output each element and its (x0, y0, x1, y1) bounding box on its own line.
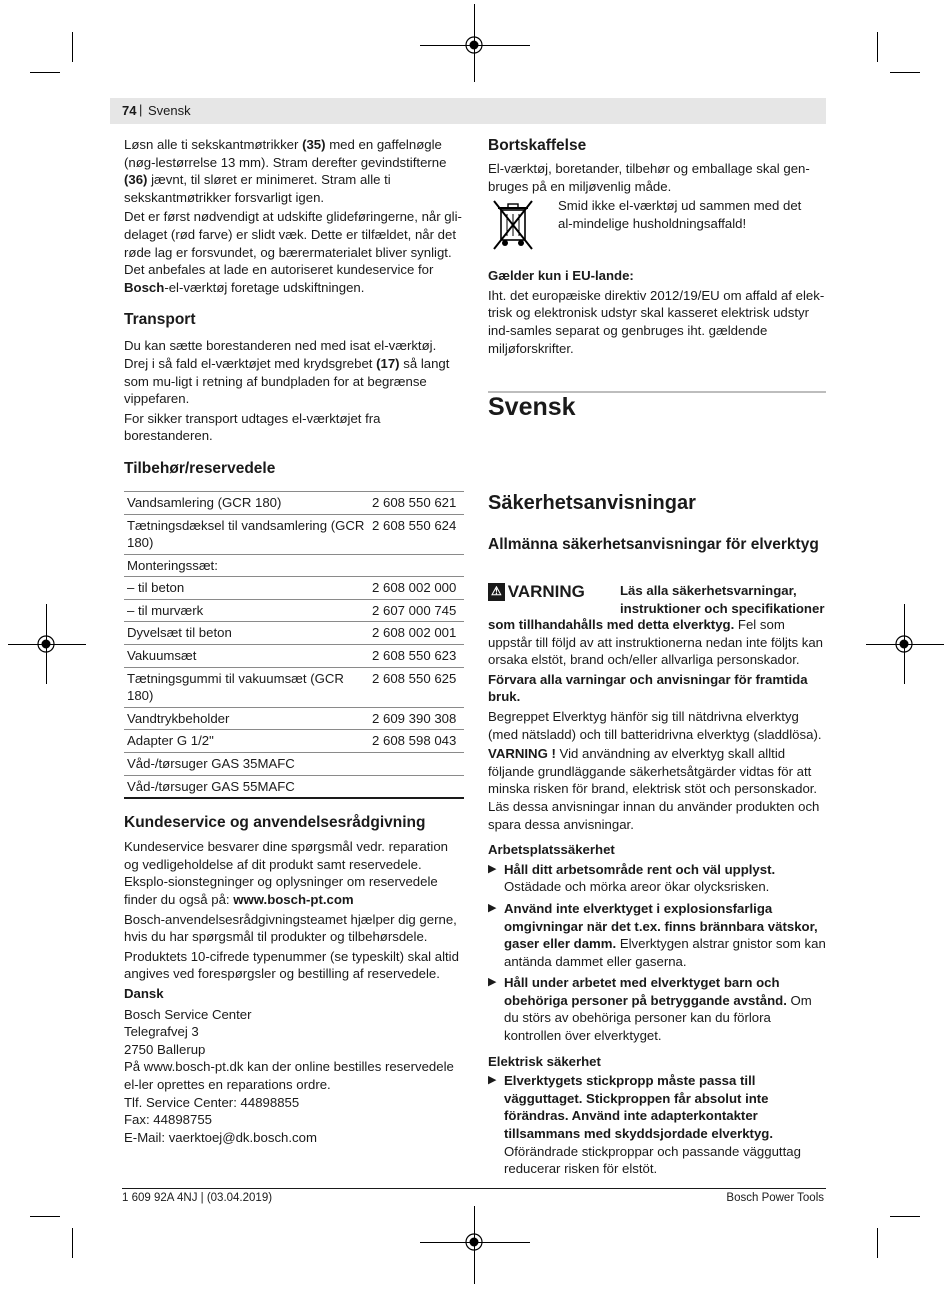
part-name: – til murværk (124, 599, 369, 622)
part-number: 2 608 550 621 (369, 491, 464, 514)
header-separator: | (139, 102, 143, 117)
disposal-heading: Bortskaffelse (488, 137, 587, 154)
intro-paragraph-2: Det er først nødvendigt at udskifte glideføringerne, når gli-delaget (rød farve) er slidt væk. Dette er tilfældet, når det røde lag er forsvundet, og bærermaterialet bliver synligt. Det anbefales at lade en autoriseret kundeservice for Bosch-el-værktøj foretage udskiftningen. (124, 209, 462, 295)
eu-paragraph: Iht. det europæiske direktiv 2012/19/EU om affald af elek-trisk og elektronisk udstyr skal kasseret elektrisk udstyr ind-samles separat og genbruges iht. gældende miljøforskrifter. (488, 287, 825, 356)
service-paragraph-3: Produktets 10-cifrede typenummer (se typeskilt) skal altid angives ved forespørgsler og bestilling af reservedele. (124, 948, 459, 982)
warning-block (488, 582, 826, 616)
service-heading: Kundeservice og anvendelsesrådgivning (124, 814, 426, 832)
left-column (124, 136, 464, 1146)
page-number: 74 (122, 103, 137, 118)
disposal-notice (488, 197, 826, 257)
parts-row (124, 753, 464, 776)
parts-row (124, 554, 464, 577)
bullet-item: ▶ Elverktygets stickpropp måste passa till vägguttaget. Stickproppen får absolut inte förändras. Använd inte adapterkontakter tillsammans med skyddsjordade elverktyg. Oförändrade stickproppar och passande vägguttag reducerar risken för elstöt. (488, 1073, 801, 1177)
address-line: Bosch Service Center (124, 1006, 252, 1022)
crop-mark (30, 1216, 60, 1217)
footer-doc-id: 1 609 92A 4NJ | (03.04.2019) (122, 1192, 273, 1204)
registration-mark-icon (463, 1231, 485, 1253)
disposal-icon-text: Smid ikke el-værktøj ud sammen med det al-mindelige husholdningsaffald! (558, 198, 802, 231)
part-number (369, 554, 464, 577)
registration-mark-icon (893, 633, 915, 655)
footer-rule (122, 1188, 826, 1189)
part-number: 2 608 550 625 (369, 667, 464, 707)
part-number: 2 608 550 623 (369, 645, 464, 668)
bullet-item: ▶ Håll under arbetet med elverktyget barn och obehöriga personer på betryggande avstånd. Om du störs av obehöriga personer kan du förlora kontrollen över elverktyget. (488, 975, 812, 1044)
arrow-bullet-icon: ▶ (488, 901, 497, 914)
warning-text-1: Läs alla säkerhetsvarningar, instruktioner och specifikationer (620, 583, 825, 616)
crop-mark (890, 72, 920, 73)
part-name: Våd-/tørsuger GAS 35MAFC (124, 753, 369, 776)
header-language: Svensk (148, 103, 191, 118)
part-number: 2 608 002 000 (369, 577, 464, 600)
transport-heading: Transport (124, 311, 196, 329)
part-name: Vandsamlering (GCR 180) (124, 491, 369, 514)
crop-mark (72, 32, 73, 62)
disposal-paragraph: El-værktøj, boretander, tilbehør og emballage skal gen-bruges på en miljøvenlig måde. (488, 161, 810, 194)
registration-mark-icon (463, 34, 485, 56)
arrow-bullet-icon: ▶ (488, 862, 497, 875)
part-name: Vakuumsæt (124, 645, 369, 668)
registration-mark-icon (35, 633, 57, 655)
address-line: På www.bosch-pt.dk kan der online bestilles reservedele el-ler oprettes en reparations ordre. (124, 1059, 454, 1092)
part-name: Monteringssæt: (124, 554, 369, 577)
accessories-heading: Tilbehør/reservedele (124, 459, 276, 477)
service-paragraph-1: Kundeservice besvarer dine spørgsmål vedr. reparation og vedligeholdelse af dit produkt samt reservedele. Eksplo-sionstegninger og oplysninger om reservedele finder du også på: www.bosch-pt.com (124, 839, 448, 907)
part-number: 2 608 550 624 (369, 514, 464, 554)
crop-mark (30, 72, 60, 73)
part-name: Dyvelsæt til beton (124, 622, 369, 645)
parts-row (124, 707, 464, 730)
part-name: Tætningsgummi til vakuumsæt (GCR 180) (124, 667, 369, 707)
address-line: Fax: 44898755 (124, 1112, 212, 1128)
transport-paragraph-2: For sikker transport udtages el-værktøjet fra borestanderen. (124, 410, 381, 444)
work-safety-heading: Arbetsplatssäkerhet (488, 842, 615, 858)
crop-mark (877, 32, 878, 62)
warning-text-2: som tillhandahålls med detta elverktyg. Fel som uppstår till följd av att instruktionerna nedan inte följts kan orsaka elstöt, brand och/eller allvarliga personskador. (488, 617, 824, 668)
country-heading: Dansk (124, 985, 164, 1001)
arrow-bullet-icon: ▶ (488, 1074, 497, 1087)
address-line: E-Mail: vaerktoej@dk.bosch.com (124, 1129, 317, 1145)
address-line: Telegrafvej 3 (124, 1024, 199, 1040)
address-line: Tlf. Service Center: 44898855 (124, 1094, 300, 1110)
varning-paragraph: VARNING ! Vid användning av elverktyg skall alltid följande grundläggande säkerhetsåtgärder vidtas för att minska risken för brand, elektrisk stöt och personskador. Läs dessa anvisningar innan du använder produkten och spara dessa anvisningar. (488, 746, 820, 832)
parts-row (124, 730, 464, 753)
transport-paragraph-1: Du kan sætte borestanderen ned med isat el-værktøj. Drej i så fald el-værktøjet med krydsgrebet (17) så langt som mu-ligt i retning af bundpladen for at begrænse vippefaren. (124, 338, 450, 407)
eu-heading: Gælder kun i EU-lande: (488, 268, 634, 284)
intro-paragraph-1: Løsn alle ti sekskantmøtrikker (35) med en gaffelnøgle (nøg-lestørrelse 13 mm). Stram derefter gevindstifterne (36) jævnt, til sløret er minimeret. Stram alle ti sekskantmøtrikker forsvarligt igen. (124, 137, 447, 205)
bullet-item: ▶ Använd inte elverktyget i explosionsfarliga omgivningar när det t.ex. finns brännbara vätskor, gaser eller damm. Elverktygen alstrar gnistor som kan antända dammet eller gaserna. (488, 900, 826, 969)
crop-mark (72, 1228, 73, 1258)
crop-mark (890, 1216, 920, 1217)
parts-row (124, 667, 464, 707)
parts-table (124, 491, 464, 799)
warning-triangle-icon: ⚠ (488, 583, 505, 601)
parts-row (124, 645, 464, 668)
arrow-bullet-icon: ▶ (488, 976, 497, 989)
crossed-bin-icon (490, 199, 536, 253)
parts-row (124, 599, 464, 622)
footer-brand: Bosch Power Tools (726, 1192, 824, 1204)
parts-row (124, 491, 464, 514)
general-safety-heading: Allmänna säkerhetsanvisningar för elverktyg (488, 536, 819, 553)
part-number: 2 607 000 745 (369, 599, 464, 622)
parts-row (124, 577, 464, 600)
crop-mark (877, 1228, 878, 1258)
parts-row (124, 622, 464, 645)
address-line: 2750 Ballerup (124, 1041, 206, 1057)
safety-body (488, 582, 826, 1182)
part-number: 2 608 002 001 (369, 622, 464, 645)
part-name: Våd-/tørsuger GAS 55MAFC (124, 775, 369, 798)
part-number (369, 775, 464, 798)
right-column (488, 136, 826, 1177)
service-paragraph-2: Bosch-anvendelsesrådgivningsteamet hjælper dig gerne, hvis du har spørgsmål til produkter og tilbehørsdele. (124, 911, 457, 945)
part-number (369, 753, 464, 776)
language-section-title: Svensk (488, 393, 576, 421)
part-name: Vandtrykbeholder (124, 707, 369, 730)
part-name: Tætningsdæksel til vandsamlering (GCR 180) (124, 514, 369, 554)
electrical-safety-heading: Elektrisk säkerhet (488, 1053, 601, 1069)
part-number: 2 609 390 308 (369, 707, 464, 730)
warning-label: ⚠ VARNING (488, 583, 585, 601)
keep-instructions: Förvara alla varningar och anvisningar för framtida bruk. (488, 671, 808, 705)
part-name: – til beton (124, 577, 369, 600)
bullet-item: ▶ Håll ditt arbetsområde rent och väl upplyst. Ostädade och mörka areor ökar olycksrisken. (488, 861, 776, 895)
page-header (110, 98, 826, 124)
term-definition: Begreppet Elverktyg hänför sig till nätdrivna elverktyg (med nätsladd) och till batteridrivna elverktyg (sladdlösa). (488, 708, 822, 742)
part-number: 2 608 598 043 (369, 730, 464, 753)
service-address (124, 1006, 464, 1147)
parts-row (124, 514, 464, 554)
parts-row (124, 775, 464, 798)
work-bullets (488, 861, 826, 1045)
safety-title: Säkerhetsanvisningar (488, 492, 696, 514)
part-name: Adapter G 1/2" (124, 730, 369, 753)
